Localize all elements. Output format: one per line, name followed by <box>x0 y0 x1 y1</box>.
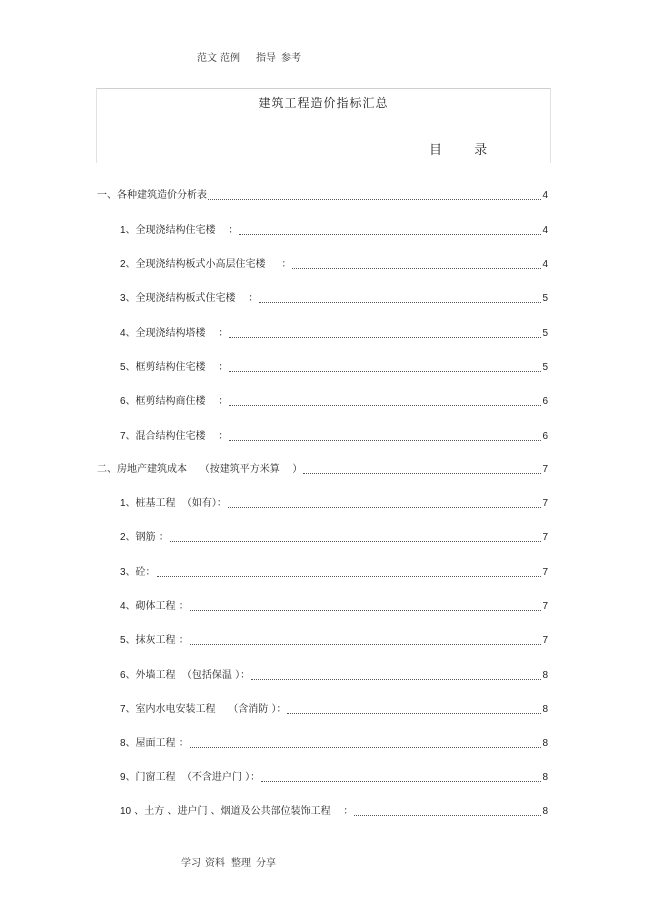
toc-entry-page: 8 <box>542 738 548 749</box>
toc-entry-label: 、砼： <box>125 567 156 578</box>
toc-leader-dots <box>261 780 541 782</box>
toc-entry-page: 7 <box>542 635 548 646</box>
toc-entry-page: 8 <box>542 704 548 715</box>
toc-entry-label: 、钢筋 ： <box>125 532 169 543</box>
toc-entry[interactable] <box>120 326 548 340</box>
toc-leader-dots <box>251 678 541 680</box>
toc-entry[interactable] <box>120 668 548 682</box>
toc-entry-number: 8 <box>120 738 126 749</box>
header-item: 范例 <box>220 53 240 64</box>
toc-entry-page: 8 <box>542 670 548 681</box>
toc-leader-dots <box>354 814 541 816</box>
toc-entry-number: 3 <box>120 567 126 578</box>
toc-heading: 目 录 <box>429 143 502 158</box>
toc-leader-dots <box>229 439 541 441</box>
toc-entry-number: 6 <box>120 670 126 681</box>
toc-entry[interactable] <box>120 291 548 305</box>
toc-entry-page: 7 <box>542 567 548 578</box>
toc-leader-dots <box>292 267 541 269</box>
toc-entry-number: 2 <box>120 532 126 543</box>
toc-entry[interactable] <box>120 223 548 237</box>
toc-entry-label: 、框剪结构商住楼 ： <box>125 396 229 407</box>
toc-leader-dots <box>229 404 541 406</box>
toc-entry-label: 、抹灰工程 ： <box>125 635 189 646</box>
toc-entry[interactable] <box>120 530 548 544</box>
toc-entry-label: 、全现浇结构板式小高层住宅楼 ： <box>125 259 292 270</box>
toc-leader-dots <box>157 575 542 577</box>
toc-leader-dots <box>239 233 541 235</box>
header-item: 指导 <box>256 53 276 64</box>
toc-leader-dots <box>228 506 542 508</box>
toc-entry-number: 7 <box>120 704 126 715</box>
toc-entry[interactable] <box>120 804 548 818</box>
toc-entry-page: 7 <box>542 464 548 475</box>
toc-entry-page: 4 <box>542 259 548 270</box>
toc-leader-dots <box>303 472 541 474</box>
toc-entry-label: 一、各种建筑造价分析表 <box>97 190 207 201</box>
toc-entry[interactable] <box>97 188 548 202</box>
toc-entry-label: 、土方 、进户门 、烟道及公共部位装饰工程 ： <box>131 806 354 817</box>
footer-item: 学习 <box>181 858 201 869</box>
toc-entry-number: 6 <box>120 396 126 407</box>
toc-entry-label: 二、房地产建筑成本 （按建筑平方米算 ） <box>97 464 303 475</box>
toc-entry[interactable] <box>120 633 548 647</box>
toc-entry-page: 8 <box>542 772 548 783</box>
toc-entry[interactable] <box>120 736 548 750</box>
toc-entry-label: 、全现浇结构板式住宅楼 ： <box>125 293 259 304</box>
toc-entry-number: 9 <box>120 772 126 783</box>
toc-entry-page: 8 <box>542 806 548 817</box>
toc-leader-dots <box>287 712 541 714</box>
toc-entry-label: 、桩基工程 （如有）： <box>125 498 227 509</box>
toc-entry-page: 5 <box>542 293 548 304</box>
toc-entry-label: 、门窗工程 （不含进户门 ）： <box>125 772 261 783</box>
toc-entry[interactable] <box>120 496 548 510</box>
toc-entry-page: 5 <box>542 362 548 373</box>
toc-entry[interactable] <box>120 394 548 408</box>
toc-entry-number: 5 <box>120 635 126 646</box>
toc-entry-label: 、框剪结构住宅楼 ： <box>125 362 229 373</box>
toc-entry-label: 、混合结构住宅楼 ： <box>125 431 229 442</box>
toc-entry-label: 、全现浇结构塔楼 ： <box>125 328 229 339</box>
toc-leader-dots <box>208 198 541 200</box>
toc-entry-page: 5 <box>542 328 548 339</box>
toc-leader-dots <box>170 540 542 542</box>
toc-entry[interactable] <box>120 360 548 374</box>
toc-entry-page: 7 <box>542 601 548 612</box>
toc-leader-dots <box>229 336 541 338</box>
toc-entry-number: 4 <box>120 328 126 339</box>
toc-entry[interactable] <box>97 462 548 476</box>
toc-entry-page: 4 <box>542 225 548 236</box>
header-item: 参考 <box>281 53 301 64</box>
toc-entry-number: 2 <box>120 259 126 270</box>
toc-entry-number: 7 <box>120 431 126 442</box>
toc-leader-dots <box>190 609 542 611</box>
toc-entry-page: 6 <box>542 396 548 407</box>
toc-entry-number: 10 <box>120 806 132 817</box>
footer-item: 资料 <box>205 858 225 869</box>
toc-entry[interactable] <box>120 702 548 716</box>
document-title: 建筑工程造价指标汇总 <box>258 96 389 110</box>
toc-entry-label: 、砌体工程 ： <box>125 601 189 612</box>
toc-entry-number: 4 <box>120 601 126 612</box>
toc-leader-dots <box>190 746 542 748</box>
toc-entry-number: 1 <box>120 498 126 509</box>
toc-entry-label: 、外墙工程 （包括保温 ）： <box>125 670 251 681</box>
toc-entry-number: 5 <box>120 362 126 373</box>
toc-entry-page: 7 <box>542 532 548 543</box>
footer-item: 分享 <box>256 858 276 869</box>
toc-entry-label: 、屋面工程 ： <box>125 738 189 749</box>
toc-entry-number: 1 <box>120 225 126 236</box>
toc-leader-dots <box>229 370 541 372</box>
toc-entry[interactable] <box>120 770 548 784</box>
toc-entry[interactable] <box>120 565 548 579</box>
toc-entry-page: 6 <box>542 431 548 442</box>
header-item: 范文 <box>197 53 217 64</box>
toc-entry[interactable] <box>120 257 548 271</box>
toc-entry-number: 3 <box>120 293 126 304</box>
toc-entry-label: 、室内水电安装工程 （含消防 ）： <box>125 704 287 715</box>
toc-entry-page: 4 <box>542 190 548 201</box>
toc-entry[interactable] <box>120 599 548 613</box>
toc-entry[interactable] <box>120 429 548 443</box>
toc-entry-page: 7 <box>542 498 548 509</box>
toc-leader-dots <box>190 643 542 645</box>
footer-item: 整理 <box>231 858 251 869</box>
title-box <box>96 88 551 163</box>
toc-entry-label: 、全现浇结构住宅楼 ： <box>125 225 239 236</box>
toc-leader-dots <box>259 301 541 303</box>
